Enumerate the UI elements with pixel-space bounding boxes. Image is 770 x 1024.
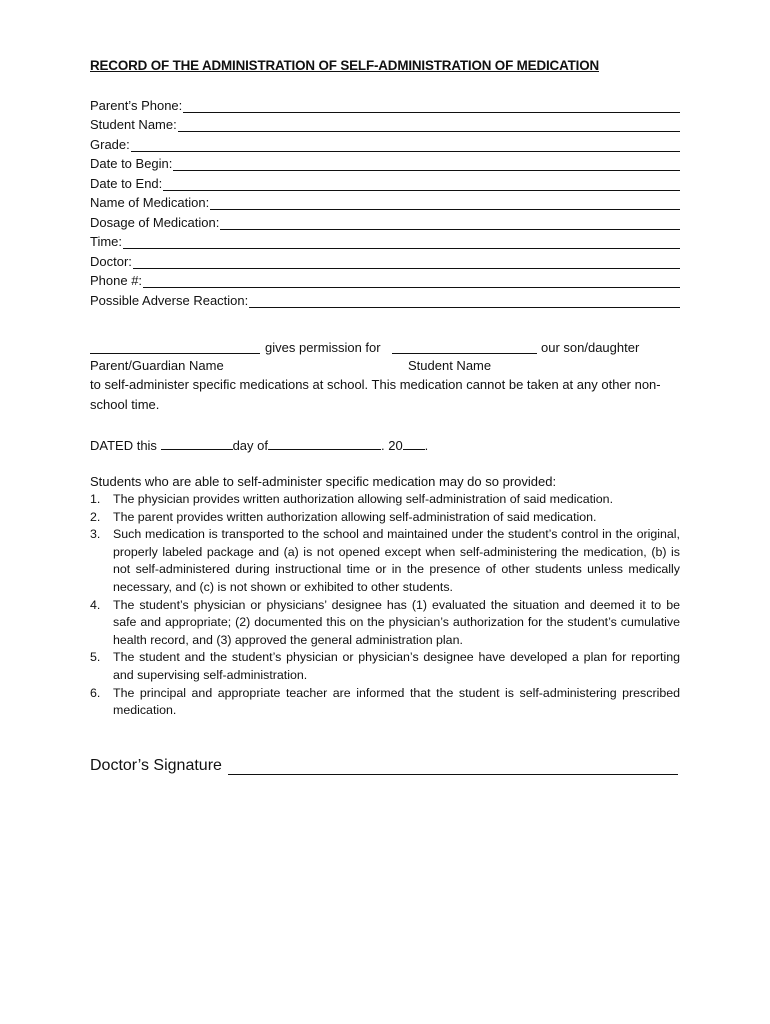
item-number: 2. <box>90 509 101 524</box>
student-name-field[interactable] <box>90 116 680 132</box>
field-label: Date to End: <box>90 176 163 191</box>
day-of-text: day of <box>232 438 268 453</box>
field-label: Phone #: <box>90 273 143 288</box>
medication-name-field[interactable] <box>90 194 680 210</box>
parent-guardian-name-line[interactable] <box>90 342 260 354</box>
student-name-line[interactable] <box>392 342 537 354</box>
item-text: Such medication is transported to the school and maintained under the student’s control in the original, properly labeled package and (a) is not opened except when self-administering the medication, (b) is not self-administered during instructional time or in the presence of other students unless medically necessary, and (c) is not shown or exhibited to other students. <box>113 527 680 594</box>
signature-line[interactable] <box>228 756 678 775</box>
list-item <box>90 526 680 596</box>
signature-label: Doctor’s Signature <box>90 757 222 774</box>
conditions-intro: Students who are able to self-administer specific medication may do so provided: <box>90 474 557 489</box>
student-name-caption: Student Name <box>408 358 492 373</box>
month-blank[interactable] <box>268 438 381 450</box>
field-label: Date to Begin: <box>90 156 173 171</box>
item-number: 6. <box>90 685 101 700</box>
year-blank[interactable] <box>403 438 425 450</box>
dated-line <box>90 438 428 453</box>
item-number: 1. <box>90 492 101 506</box>
field-label: Student Name: <box>90 117 177 132</box>
field-label: Grade: <box>90 137 130 152</box>
field-label: Parent’s Phone: <box>90 98 183 113</box>
doctor-field[interactable] <box>90 253 680 269</box>
item-text: The parent provides written authorization allowing self-administration of said medication. <box>113 509 597 524</box>
item-number: 4. <box>90 597 101 612</box>
item-text: The principal and appropriate teacher are informed that the student is self-administering prescribed medication. <box>113 685 680 718</box>
fill-line[interactable] <box>123 236 680 249</box>
time-field[interactable] <box>90 233 680 249</box>
gives-permission-text: gives permission for <box>265 340 381 355</box>
fill-line[interactable] <box>183 100 680 113</box>
list-item <box>90 597 680 650</box>
list-item <box>90 509 680 527</box>
fill-line[interactable] <box>178 119 680 132</box>
list-item <box>90 685 680 720</box>
field-label: Name of Medication: <box>90 195 210 210</box>
conditions-list <box>90 491 680 720</box>
list-item <box>90 649 680 684</box>
adverse-reaction-field[interactable] <box>90 292 680 308</box>
dosage-field[interactable] <box>90 214 680 230</box>
parent-guardian-caption: Parent/Guardian Name <box>90 358 224 373</box>
item-number: 3. <box>90 527 101 542</box>
field-label: Doctor: <box>90 254 132 269</box>
son-daughter-text: our son/daughter <box>541 340 640 355</box>
fill-line[interactable] <box>131 139 680 152</box>
item-text: The student’s physician or physicians’ designee has (1) evaluated the situation and deemed it to be safe and appropriate; (2) documented this on the physician’s authorization for the student’s cumulative health record, and (3) approved the general administration plan. <box>113 597 680 647</box>
fill-line[interactable] <box>220 217 680 230</box>
fill-line[interactable] <box>163 178 680 191</box>
form-title: RECORD OF THE ADMINISTRATION OF SELF-ADMINISTRATION OF MEDICATION <box>90 58 599 73</box>
field-label: Time: <box>90 234 123 249</box>
fill-line[interactable] <box>249 295 680 308</box>
item-text: The student and the student’s physician or physician’s designee have developed a plan for reporting and supervising self-administration. <box>113 650 680 682</box>
permission-paragraph: to self-administer specific medications at school. This medication cannot be taken at any other non-school time. <box>90 377 661 412</box>
doctor-signature-field[interactable] <box>90 756 678 775</box>
parents-phone-field[interactable] <box>90 97 680 113</box>
fill-line[interactable] <box>173 158 680 171</box>
dated-end: . <box>424 438 429 453</box>
date-to-end-field[interactable] <box>90 175 680 191</box>
dated-prefix: DATED this <box>90 438 157 453</box>
fill-line[interactable] <box>133 256 680 269</box>
field-label: Possible Adverse Reaction: <box>90 293 249 308</box>
phone-field[interactable] <box>90 272 680 288</box>
day-blank[interactable] <box>161 438 233 450</box>
year-prefix: . 20 <box>380 438 403 453</box>
list-item <box>90 491 680 509</box>
grade-field[interactable] <box>90 136 680 152</box>
date-to-begin-field[interactable] <box>90 155 680 171</box>
fill-line[interactable] <box>210 197 680 210</box>
fill-line[interactable] <box>143 275 680 288</box>
field-label: Dosage of Medication: <box>90 215 220 230</box>
item-text: The physician provides written authorization allowing self-administration of said medication. <box>113 492 614 506</box>
item-number: 5. <box>90 650 101 665</box>
